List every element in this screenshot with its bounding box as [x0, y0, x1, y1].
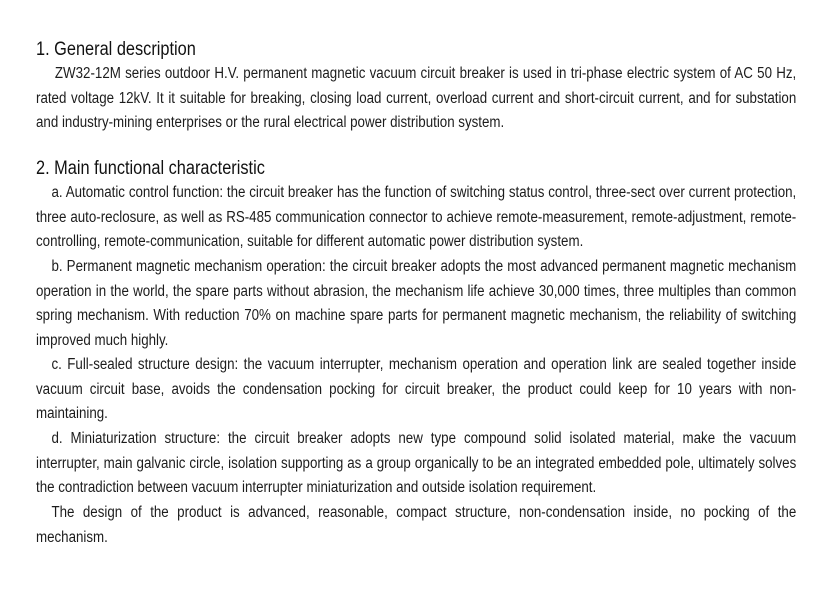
paragraph-wrapper [36, 501, 796, 550]
paragraph-wrapper [36, 353, 796, 427]
paragraph-wrapper [36, 427, 796, 501]
paragraph-full-sealed: c. Full-sealed structure design: the vacuum interrupter, mechanism operation and operation link are sealed together inside vacuum circuit base, avoids the condensation pocking for circuit breaker, the product could keep for 10 years with non-maintaining. [36, 356, 796, 422]
paragraph-design-summary: The design of the product is advanced, reasonable, compact structure, non-condensation inside, no pocking of the mechanism. [36, 504, 796, 546]
section-heading-main-functional-characteristic: 2. Main functional characteristic [36, 158, 265, 179]
paragraph-wrapper [36, 181, 796, 255]
paragraph-wrapper [36, 62, 796, 136]
paragraph-automatic-control: a. Automatic control function: the circuit breaker has the function of switching status control, three-sect over current protection, three auto-reclosure, as well as RS-485 communication connector to achieve remote-measurement, remote-adjustment, remote-controlling, remote-communication, suitable for different automatic power distribution system. [36, 184, 796, 250]
paragraph-miniaturization: d. Miniaturization structure: the circuit breaker adopts new type compound solid isolated material, make the vacuum interrupter, main galvanic circle, isolation supporting as a group organically to be an integrated embedded pole, ultimately solves the contradiction between vacuum interrupter miniaturization and outside isolation requirement. [36, 430, 796, 496]
section-main-functional-characteristic [36, 157, 796, 550]
paragraph-general-description: ZW32-12M series outdoor H.V. permanent magnetic vacuum circuit breaker is used in tri-phase electric system of AC 50 Hz, rated voltage 12kV. It it suitable for breaking, closing load current, overload current and short-circuit current, and for substation and industry-mining enterprises or the rural electrical power distribution system. [36, 65, 796, 131]
paragraph-wrapper [36, 255, 796, 353]
section-heading-general-description: 1. General description [36, 39, 196, 60]
section-general-description [36, 38, 796, 136]
document-page [36, 38, 796, 550]
paragraph-permanent-magnetic: b. Permanent magnetic mechanism operation: the circuit breaker adopts the most advanced permanent magnetic mechanism operation in the world, the spare parts without abrasion, the mechanism life achieve 30,000 times, three multiples than common spring mechanism. With reduction 70% on machine spare parts for permanent magnetic mechanism, the reliability of switching improved much highly. [36, 258, 796, 349]
